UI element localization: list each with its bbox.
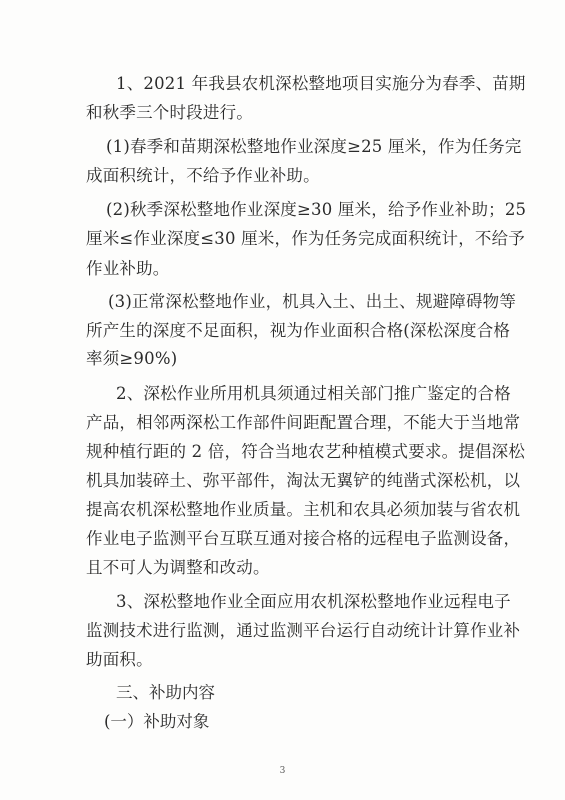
text-line: 率须≥90%) <box>86 349 178 368</box>
text-line: 机具加装碎土、弥平部件，淘汰无翼铲的纯凿式深松机，以 <box>86 471 521 490</box>
text-line: 且不可人为调整和改动。 <box>86 558 270 577</box>
page-number: 3 <box>279 766 286 776</box>
text-line: 2、深松作业所用机具须通过相关部门推广鉴定的合格 <box>116 384 511 403</box>
text-line: 3、深松整地作业全面应用农机深松整地作业远程电子 <box>116 592 511 611</box>
subsection-heading: (一）补助对象 <box>104 712 210 731</box>
text-line: 1、2021 年我县农机深松整地项目实施分为春季、苗期 <box>116 74 526 93</box>
text-line: 助面积。 <box>86 650 153 669</box>
text-line: 产品，相邻两深松工作部件间距配置合理，不能大于当地常 <box>86 413 521 432</box>
text-line: 规种植行距的 2 倍，符合当地农艺种植模式要求。提倡深松 <box>86 442 526 461</box>
section-heading: 三、补助内容 <box>116 683 215 702</box>
text-line: 监测技术进行监测，通过监测平台运行自动统计计算作业补 <box>86 621 521 640</box>
text-line: (1)春季和苗期深松整地作业深度≥25 厘米，作为任务完 <box>106 137 522 156</box>
text-line: 所产生的深度不足面积，视为作业面积合格(深松深度合格 <box>86 321 511 340</box>
text-line: 和秋季三个时段进行。 <box>86 103 253 122</box>
text-line: 成面积统计，不给予作业补助。 <box>86 166 320 185</box>
text-line: 作业补助。 <box>86 259 170 278</box>
text-line: 作业电子监测平台互联互通对接合格的远程电子监测设备， <box>86 529 521 548</box>
text-line: 提高农机深松整地作业质量。主机和农具必须加装与省农机 <box>86 500 521 519</box>
text-line: (2)秋季深松整地作业深度≥30 厘米，给予作业补助；25 <box>106 200 527 219</box>
text-line: 厘米≤作业深度≤30 厘米，作为任务完成面积统计，不给予 <box>86 229 525 248</box>
text-line: (3)正常深松整地作业，机具入土、出土、规避障碍物等 <box>108 292 517 311</box>
